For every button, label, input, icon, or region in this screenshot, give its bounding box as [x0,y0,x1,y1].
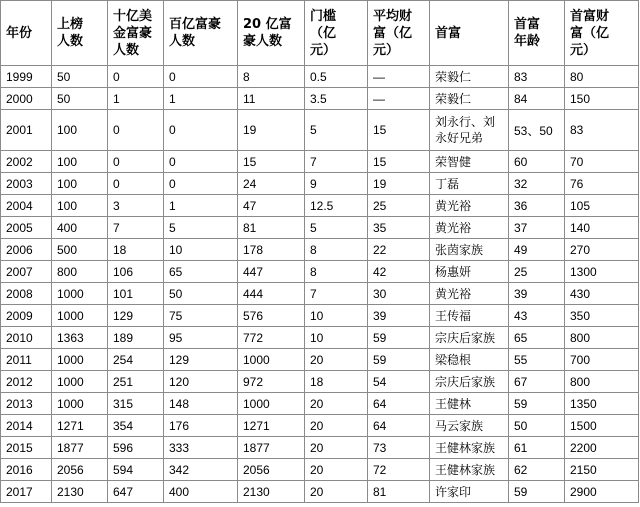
cell-threshold: 5 [305,217,368,239]
cell-average-wealth: 73 [368,437,430,459]
cell-billion-usd-count: 129 [108,305,164,327]
cell-richest-age: 50 [509,415,565,437]
cell-richest-age: 53、50 [509,110,565,151]
table-row [1,110,639,151]
cell-10b-rmb-count: 400 [164,481,238,503]
cell-threshold: 3.5 [305,88,368,110]
cell-listed-count: 50 [52,66,108,88]
cell-threshold: 10 [305,305,368,327]
header-richest: 首富 [430,1,509,66]
cell-threshold: 20 [305,437,368,459]
cell-richest-age: 59 [509,481,565,503]
cell-richest: 许家印 [430,481,509,503]
table-row [1,195,639,217]
cell-richest-wealth: 140 [565,217,639,239]
cell-listed-count: 1000 [52,371,108,393]
cell-average-wealth: 35 [368,217,430,239]
cell-richest-age: 55 [509,349,565,371]
cell-richest-wealth: 2900 [565,481,639,503]
cell-richest: 王传福 [430,305,509,327]
cell-average-wealth: 19 [368,173,430,195]
cell-year: 2017 [1,481,52,503]
cell-year: 2005 [1,217,52,239]
cell-billion-usd-count: 647 [108,481,164,503]
cell-10b-rmb-count: 5 [164,217,238,239]
cell-richest-age: 37 [509,217,565,239]
cell-billion-usd-count: 3 [108,195,164,217]
header-10b-rmb-count: 百亿富豪 人数 [164,1,238,66]
cell-average-wealth: 54 [368,371,430,393]
cell-10b-rmb-count: 1 [164,88,238,110]
cell-billion-usd-count: 0 [108,173,164,195]
cell-listed-count: 1363 [52,327,108,349]
cell-year: 2010 [1,327,52,349]
cell-richest: 王健林 [430,393,509,415]
cell-10b-rmb-count: 0 [164,66,238,88]
cell-threshold: 7 [305,151,368,173]
cell-2b-rmb-count: 47 [238,195,305,217]
cell-richest-wealth: 800 [565,327,639,349]
cell-average-wealth: 64 [368,393,430,415]
cell-average-wealth: 22 [368,239,430,261]
cell-richest-age: 62 [509,459,565,481]
cell-2b-rmb-count: 8 [238,66,305,88]
cell-year: 2013 [1,393,52,415]
cell-year: 2001 [1,110,52,151]
header-richest-age: 首富 年龄 [509,1,565,66]
table-row [1,239,639,261]
cell-year: 2014 [1,415,52,437]
table-row [1,481,639,503]
cell-10b-rmb-count: 129 [164,349,238,371]
cell-richest: 马云家族 [430,415,509,437]
table-header-row [1,1,639,66]
cell-listed-count: 100 [52,195,108,217]
cell-richest: 杨惠妍 [430,261,509,283]
cell-2b-rmb-count: 444 [238,283,305,305]
cell-listed-count: 1877 [52,437,108,459]
cell-richest: 宗庆后家族 [430,327,509,349]
cell-2b-rmb-count: 576 [238,305,305,327]
cell-richest-age: 36 [509,195,565,217]
cell-10b-rmb-count: 65 [164,261,238,283]
cell-year: 1999 [1,66,52,88]
cell-year: 2007 [1,261,52,283]
cell-threshold: 18 [305,371,368,393]
cell-listed-count: 400 [52,217,108,239]
cell-richest-age: 65 [509,327,565,349]
cell-average-wealth: 59 [368,349,430,371]
table-row [1,283,639,305]
cell-10b-rmb-count: 120 [164,371,238,393]
cell-richest-wealth: 2150 [565,459,639,481]
cell-listed-count: 500 [52,239,108,261]
cell-year: 2016 [1,459,52,481]
cell-billion-usd-count: 0 [108,151,164,173]
table-row [1,305,639,327]
header-richest-wealth: 首富财 富（亿 元） [565,1,639,66]
table-row [1,88,639,110]
table-row [1,415,639,437]
cell-listed-count: 1000 [52,393,108,415]
cell-year: 2011 [1,349,52,371]
table-row [1,173,639,195]
cell-richest-age: 59 [509,393,565,415]
cell-threshold: 20 [305,481,368,503]
cell-average-wealth: 30 [368,283,430,305]
cell-10b-rmb-count: 0 [164,173,238,195]
table-body [1,66,639,503]
cell-billion-usd-count: 1 [108,88,164,110]
cell-listed-count: 1000 [52,283,108,305]
cell-2b-rmb-count: 15 [238,151,305,173]
cell-richest-wealth: 76 [565,173,639,195]
cell-billion-usd-count: 596 [108,437,164,459]
cell-2b-rmb-count: 2130 [238,481,305,503]
cell-richest: 荣毅仁 [430,66,509,88]
table-row [1,349,639,371]
table-row [1,437,639,459]
cell-10b-rmb-count: 333 [164,437,238,459]
cell-threshold: 9 [305,173,368,195]
header-listed-count: 上榜 人数 [52,1,108,66]
cell-richest-wealth: 430 [565,283,639,305]
cell-listed-count: 100 [52,110,108,151]
cell-year: 2004 [1,195,52,217]
cell-billion-usd-count: 101 [108,283,164,305]
cell-threshold: 0.5 [305,66,368,88]
cell-threshold: 8 [305,261,368,283]
cell-year: 2012 [1,371,52,393]
cell-year: 2008 [1,283,52,305]
table-row [1,459,639,481]
cell-threshold: 10 [305,327,368,349]
cell-10b-rmb-count: 0 [164,110,238,151]
cell-2b-rmb-count: 1877 [238,437,305,459]
cell-10b-rmb-count: 0 [164,151,238,173]
cell-richest-age: 67 [509,371,565,393]
cell-10b-rmb-count: 75 [164,305,238,327]
cell-richest-age: 60 [509,151,565,173]
cell-10b-rmb-count: 148 [164,393,238,415]
cell-richest: 王健林家族 [430,459,509,481]
cell-2b-rmb-count: 772 [238,327,305,349]
cell-10b-rmb-count: 1 [164,195,238,217]
cell-listed-count: 100 [52,173,108,195]
cell-listed-count: 50 [52,88,108,110]
cell-richest-wealth: 350 [565,305,639,327]
cell-average-wealth: — [368,66,430,88]
cell-year: 2002 [1,151,52,173]
cell-richest: 王健林家族 [430,437,509,459]
cell-richest: 丁磊 [430,173,509,195]
cell-2b-rmb-count: 19 [238,110,305,151]
cell-2b-rmb-count: 1271 [238,415,305,437]
table-row [1,151,639,173]
cell-threshold: 20 [305,349,368,371]
cell-listed-count: 800 [52,261,108,283]
cell-richest-age: 49 [509,239,565,261]
cell-2b-rmb-count: 1000 [238,393,305,415]
cell-2b-rmb-count: 178 [238,239,305,261]
cell-listed-count: 100 [52,151,108,173]
cell-billion-usd-count: 0 [108,110,164,151]
cell-threshold: 20 [305,459,368,481]
cell-richest-age: 83 [509,66,565,88]
cell-listed-count: 1000 [52,305,108,327]
cell-richest: 黄光裕 [430,283,509,305]
cell-richest-wealth: 2200 [565,437,639,459]
cell-average-wealth: 59 [368,327,430,349]
cell-billion-usd-count: 594 [108,459,164,481]
table-row [1,261,639,283]
cell-10b-rmb-count: 10 [164,239,238,261]
table-row [1,66,639,88]
cell-listed-count: 2130 [52,481,108,503]
cell-richest-wealth: 105 [565,195,639,217]
cell-2b-rmb-count: 1000 [238,349,305,371]
cell-threshold: 20 [305,415,368,437]
cell-billion-usd-count: 315 [108,393,164,415]
cell-listed-count: 1000 [52,349,108,371]
cell-richest-age: 84 [509,88,565,110]
cell-average-wealth: 25 [368,195,430,217]
cell-listed-count: 1271 [52,415,108,437]
cell-richest: 荣毅仁 [430,88,509,110]
cell-2b-rmb-count: 2056 [238,459,305,481]
cell-billion-usd-count: 106 [108,261,164,283]
cell-billion-usd-count: 18 [108,239,164,261]
cell-richest: 黄光裕 [430,217,509,239]
table-row [1,327,639,349]
cell-richest-wealth: 700 [565,349,639,371]
cell-average-wealth: 42 [368,261,430,283]
cell-billion-usd-count: 354 [108,415,164,437]
cell-average-wealth: 64 [368,415,430,437]
cell-richest-age: 43 [509,305,565,327]
header-2b-rmb-count: 20 亿富 豪人数 [238,1,305,66]
cell-threshold: 5 [305,110,368,151]
cell-richest-wealth: 270 [565,239,639,261]
cell-richest-wealth: 800 [565,371,639,393]
cell-richest-age: 39 [509,283,565,305]
cell-billion-usd-count: 189 [108,327,164,349]
cell-year: 2009 [1,305,52,327]
cell-richest-age: 61 [509,437,565,459]
cell-2b-rmb-count: 972 [238,371,305,393]
cell-average-wealth: 39 [368,305,430,327]
cell-average-wealth: 15 [368,151,430,173]
cell-richest-wealth: 70 [565,151,639,173]
cell-richest-wealth: 1300 [565,261,639,283]
cell-richest: 刘永行、刘 永好兄弟 [430,110,509,151]
cell-10b-rmb-count: 342 [164,459,238,481]
cell-year: 2006 [1,239,52,261]
table-row [1,371,639,393]
cell-richest-wealth: 150 [565,88,639,110]
cell-richest-age: 32 [509,173,565,195]
table-row [1,217,639,239]
header-year: 年份 [1,1,52,66]
cell-richest: 荣智健 [430,151,509,173]
cell-threshold: 20 [305,393,368,415]
cell-average-wealth: 72 [368,459,430,481]
cell-average-wealth: 15 [368,110,430,151]
cell-richest-wealth: 83 [565,110,639,151]
cell-richest-wealth: 1500 [565,415,639,437]
table-row [1,393,639,415]
cell-richest-wealth: 80 [565,66,639,88]
cell-richest-age: 25 [509,261,565,283]
cell-threshold: 7 [305,283,368,305]
cell-richest: 张茵家族 [430,239,509,261]
cell-billion-usd-count: 7 [108,217,164,239]
cell-10b-rmb-count: 50 [164,283,238,305]
cell-billion-usd-count: 0 [108,66,164,88]
cell-richest: 梁稳根 [430,349,509,371]
cell-2b-rmb-count: 11 [238,88,305,110]
header-threshold: 门槛 （亿 元） [305,1,368,66]
cell-10b-rmb-count: 176 [164,415,238,437]
cell-threshold: 12.5 [305,195,368,217]
cell-billion-usd-count: 251 [108,371,164,393]
cell-average-wealth: 81 [368,481,430,503]
cell-year: 2003 [1,173,52,195]
cell-2b-rmb-count: 81 [238,217,305,239]
cell-richest-wealth: 1350 [565,393,639,415]
cell-average-wealth: — [368,88,430,110]
cell-richest: 宗庆后家族 [430,371,509,393]
cell-year: 2000 [1,88,52,110]
cell-billion-usd-count: 254 [108,349,164,371]
cell-2b-rmb-count: 24 [238,173,305,195]
header-average-wealth: 平均财 富（亿 元） [368,1,430,66]
cell-10b-rmb-count: 95 [164,327,238,349]
header-billion-usd-count: 十亿美 金富豪 人数 [108,1,164,66]
cell-richest: 黄光裕 [430,195,509,217]
cell-threshold: 8 [305,239,368,261]
cell-year: 2015 [1,437,52,459]
cell-listed-count: 2056 [52,459,108,481]
cell-2b-rmb-count: 447 [238,261,305,283]
